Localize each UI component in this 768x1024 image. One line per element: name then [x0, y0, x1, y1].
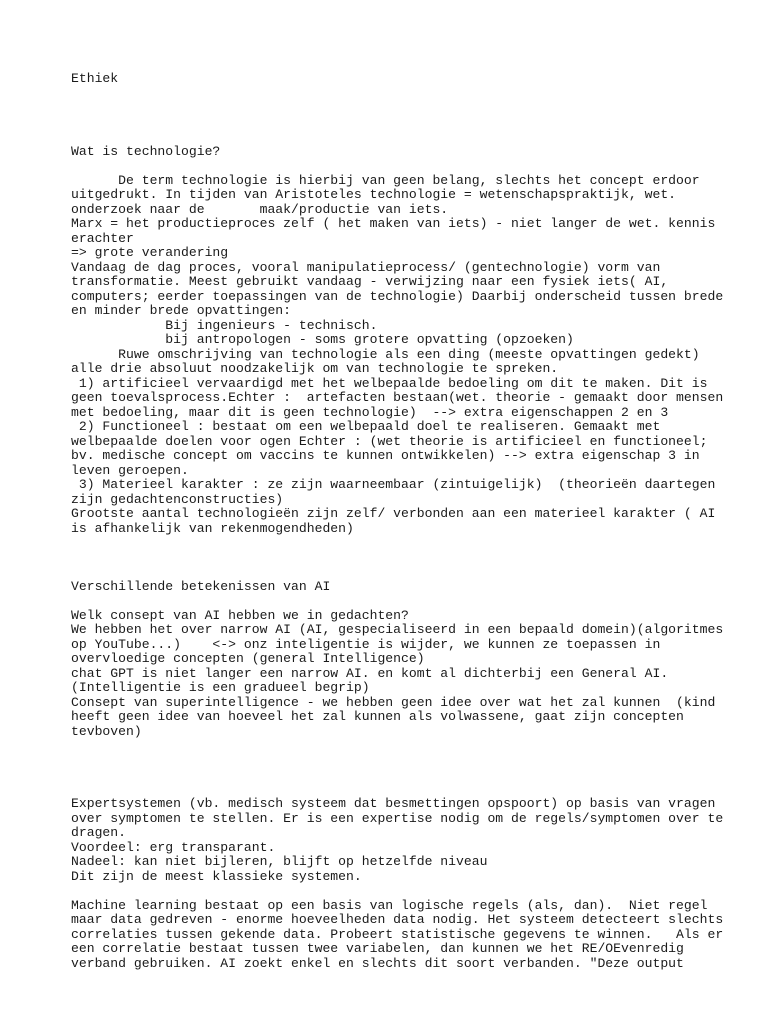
text-line: transformatie. Meest gebruikt vandaag - verwijzing naar een fysiek iets( AI, — [71, 274, 669, 289]
text-line: op YouTube...) <-> onz inteligentie is wijder, we kunnen ze toepassen in — [71, 636, 661, 652]
spacer — [71, 130, 701, 145]
text-line: is afhankelijk van rekenmogendheden) — [71, 520, 354, 536]
spacer — [71, 159, 701, 174]
spacer — [71, 884, 701, 899]
text-line: en minder brede opvattingen: — [71, 303, 292, 318]
text-line: => grote verandering — [71, 245, 229, 260]
text-line: heeft geen idee van hoeveel het zal kunnen als volwassene, gaat zijn concepten — [71, 709, 684, 724]
text-line: overvloedige concepten (general Intelligence) — [71, 651, 425, 666]
text-line: bv. medische concept om vaccins te kunnen ontwikkelen) --> extra eigenschap 3 in — [71, 448, 700, 463]
spacer — [71, 594, 701, 609]
section-heading-technologie: Wat is technologie? — [71, 143, 221, 159]
section-body-technologie — [71, 172, 724, 537]
text-line: Bij ingenieurs - technisch. — [71, 317, 378, 333]
text-line: (Intelligentie is een gradueel begrip) — [71, 680, 370, 695]
section-body-machine-learning — [71, 897, 724, 972]
text-line: Voordeel: erg transparant. — [71, 839, 276, 855]
text-line: welbepaalde doelen voor ogen Echter : (wet theorie is artificieel en functioneel; — [71, 433, 708, 449]
text-line: erachter — [71, 230, 134, 246]
text-line: Marx = het productieproces zelf ( het maken van iets) - niet langer de wet. kennis — [71, 216, 716, 231]
text-line: bij antropologen - soms grotere opvatting (opzoeken) — [71, 332, 574, 347]
text-line: 3) Materieel karakter : ze zijn waarneembaar (zintuigelijk) (theorieën daartegen — [71, 477, 716, 492]
text-line: maar data gedreven - enorme hoeveelheden data nodig. Het systeem detecteert slechts — [71, 912, 724, 927]
text-line: Ruwe omschrijving van technologie als een ding (meeste opvattingen gedekt) — [71, 346, 700, 362]
text-line: Welk consept van AI hebben we in gedachten? — [71, 607, 409, 623]
text-line: 1) artificieel vervaardigd met het welbepaalde bedoeling om dit te maken. Dit is — [71, 375, 708, 391]
text-line: 2) Functioneel : bestaat om een welbepaald doel te realiseren. Gemaakt met — [71, 419, 661, 434]
text-line: dragen. — [71, 825, 127, 840]
text-line: geen toevalsprocess.Echter : artefacten bestaan(wet. theorie - gemaakt door mensen — [71, 390, 724, 405]
text-line: Expertsystemen (vb. medisch systeem dat besmettingen opspoort) op basis van vragen — [71, 796, 716, 811]
spacer — [71, 536, 701, 580]
text-line: leven geroepen. — [71, 462, 189, 478]
spacer — [71, 783, 701, 798]
text-line: chat GPT is niet langer een narrow AI. en komt al dichterbij een General AI. — [71, 665, 669, 681]
text-line: Machine learning bestaat op een basis van logische regels (als, dan). Niet regel — [71, 897, 708, 913]
text-line: een correlatie bestaat tussen twee variabelen, dan kunnen we het RE/OEvenredig — [71, 941, 684, 956]
text-line: De term technologie is hierbij van geen belang, slechts het concept erdoor — [71, 172, 700, 188]
text-line: correlaties tussen gekende data. Probeert statistische gegevens te winnen. Als er — [71, 926, 724, 942]
text-line: uitgedrukt. In tijden van Aristoteles technologie = wetenschapspraktijk, wet. — [71, 187, 677, 202]
section-body-expertsystemen — [71, 796, 724, 884]
document-page — [71, 71, 724, 971]
text-line: Nadeel: kan niet bijleren, blijft op hetzelfde niveau — [71, 854, 488, 869]
text-line: We hebben het over narrow AI (AI, gespecialiseerd in een bepaald domein)(algoritmes — [71, 622, 724, 637]
spacer — [71, 739, 701, 783]
text-line: computers; eerder toepassingen van de technologie) Daarbij onderscheid tussen brede — [71, 288, 724, 304]
text-line: Dit zijn de meest klassieke systemen. — [71, 868, 362, 884]
text-line: Consept van superintelligence - we hebben geen idee over wat het zal kunnen (kind — [71, 694, 716, 710]
spacer — [71, 87, 701, 131]
text-line: alle drie absoluut noodzakelijk om van technologie te spreken. — [71, 361, 559, 376]
section-heading-ai: Verschillende betekenissen van AI — [71, 578, 331, 594]
text-line: verband gebruiken. AI zoekt enkel en slechts dit soort verbanden. "Deze output — [71, 955, 684, 971]
document-title: Ethiek — [71, 71, 119, 86]
section-body-ai — [71, 607, 724, 740]
text-line: zijn gedachtenconstructies) — [71, 491, 284, 507]
text-line: onderzoek naar de maak/productie van iets. — [71, 201, 449, 217]
text-line: over symptomen te stellen. Er is een expertise nodig om de regels/symptomen over te — [71, 810, 724, 826]
text-line: met bedoeling, maar dit is geen technologie) --> extra eigenschappen 2 en 3 — [71, 404, 669, 420]
text-line: tevboven) — [71, 723, 142, 739]
text-line: Grootste aantal technologieën zijn zelf/ verbonden aan een materieel karakter ( AI — [71, 506, 716, 521]
text-line: Vandaag de dag proces, vooral manipulatieprocess/ (gentechnologie) vorm van — [71, 259, 661, 275]
